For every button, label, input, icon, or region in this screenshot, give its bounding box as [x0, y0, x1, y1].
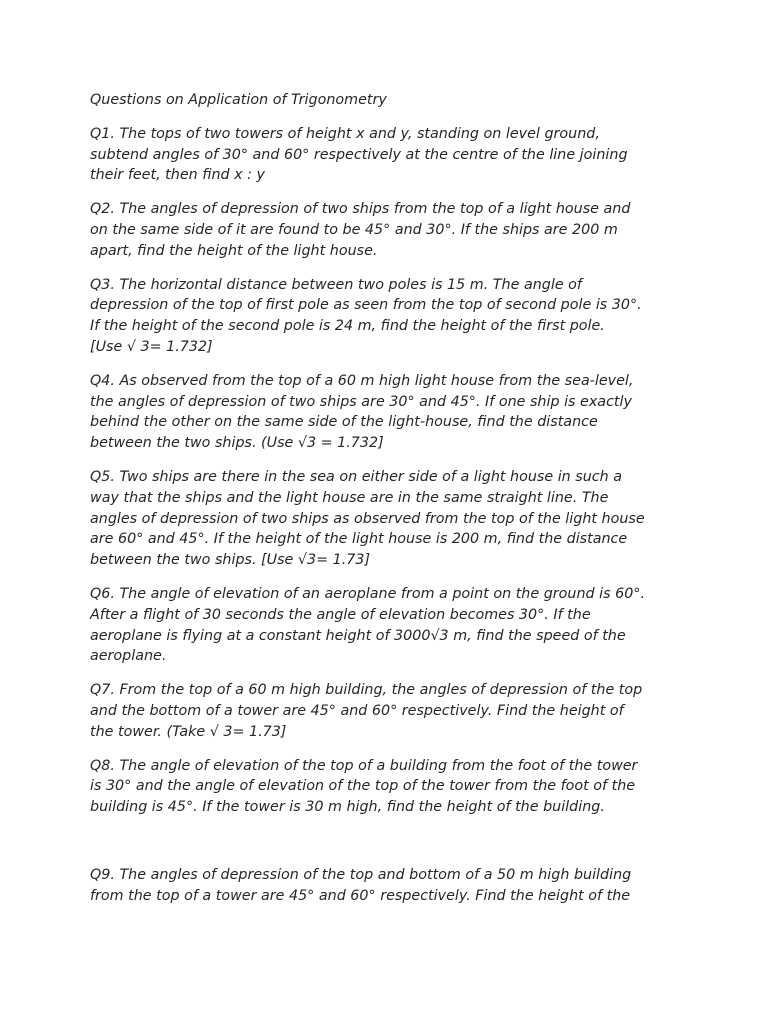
question-line: Q1. The tops of two towers of height x and y, standing on level ground, — [90, 125, 600, 142]
question-line: between the two ships. (Use √3 = 1.732] — [90, 435, 384, 452]
question-line: Q6. The angle of elevation of an aeroplane from a point on the ground is 60°. — [90, 585, 646, 602]
question-9 — [90, 865, 690, 907]
question-line: way that the ships and the light house are in the same straight line. The — [90, 489, 609, 506]
question-line: between the two ships. [Use √3= 1.73] — [90, 552, 371, 569]
question-line: is 30° and the angle of elevation of the top of the tower from the foot of the — [90, 778, 636, 795]
question-line: the angles of depression of two ships are 30° and 45°. If one ship is exactly — [90, 393, 632, 410]
question-line: aeroplane. — [90, 648, 167, 665]
question-line: depression of the top of first pole as seen from the top of second pole is 30°. — [90, 297, 642, 314]
question-line: are 60° and 45°. If the height of the light house is 200 m, find the distance — [90, 531, 628, 548]
question-2 — [90, 199, 690, 261]
question-7 — [90, 680, 690, 742]
question-line: Q5. Two ships are there in the sea on either side of a light house in such a — [90, 468, 623, 485]
question-4 — [90, 371, 690, 454]
question-line: apart, find the height of the light house. — [90, 242, 378, 259]
question-line: Q4. As observed from the top of a 60 m high light house from the sea-level, — [90, 372, 634, 389]
question-line: their feet, then find x : y — [90, 167, 265, 184]
question-line: angles of depression of two ships as observed from the top of the light house — [90, 510, 645, 527]
question-line: Q8. The angle of elevation of the top of a building from the foot of the tower — [90, 757, 638, 774]
question-line: on the same side of it are found to be 45° and 30°. If the ships are 200 m — [90, 221, 618, 238]
question-line: the tower. (Take √ 3= 1.73] — [90, 723, 287, 740]
document-page — [90, 90, 690, 920]
question-1 — [90, 124, 690, 186]
document-title: Questions on Application of Trigonometry — [90, 92, 387, 108]
question-line: from the top of a tower are 45° and 60° respectively. Find the height of the — [90, 887, 631, 904]
question-line: Q2. The angles of depression of two ships from the top of a light house and — [90, 201, 631, 218]
question-3 — [90, 275, 690, 358]
question-line: Q3. The horizontal distance between two poles is 15 m. The angle of — [90, 276, 582, 293]
question-line: After a flight of 30 seconds the angle of elevation becomes 30°. If the — [90, 606, 591, 623]
question-line: building is 45°. If the tower is 30 m high, find the height of the building. — [90, 799, 605, 816]
question-line: [Use √ 3= 1.732] — [90, 338, 213, 355]
question-line: subtend angles of 30° and 60° respectively at the centre of the line joining — [90, 146, 628, 163]
question-5 — [90, 467, 690, 571]
question-line: Q7. From the top of a 60 m high building, the angles of depression of the top — [90, 682, 643, 699]
question-8 — [90, 756, 690, 818]
question-line: and the bottom of a tower are 45° and 60° respectively. Find the height of — [90, 702, 624, 719]
question-line: behind the other on the same side of the light-house, find the distance — [90, 414, 598, 431]
question-line: If the height of the second pole is 24 m, find the height of the first pole. — [90, 318, 605, 335]
question-line: aeroplane is flying at a constant height of 3000√3 m, find the speed of the — [90, 627, 626, 644]
question-line: Q9. The angles of depression of the top and bottom of a 50 m high building — [90, 866, 632, 883]
question-6 — [90, 584, 690, 667]
